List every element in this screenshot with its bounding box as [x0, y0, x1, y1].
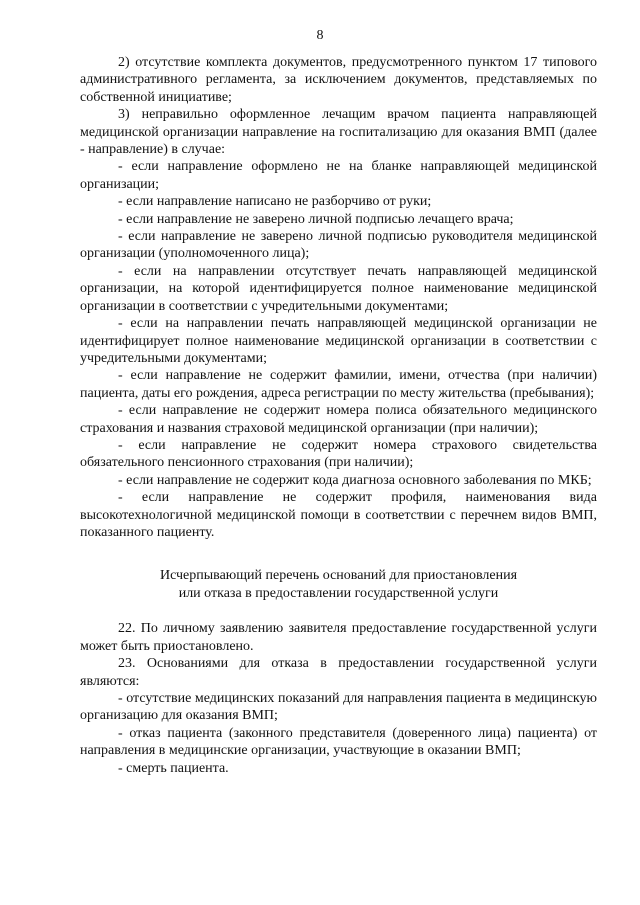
list-item: - если направление не заверено личной подписью лечащего врача; — [118, 211, 514, 227]
list-item: - если направление не содержит профиля, наименования вида высокотехнологичной медицинской помощи в соответствии с перечнем видов ВМП, показанного пациенту. — [80, 490, 597, 540]
list-item: - если направление не содержит фамилии, имени, отчества (при наличии) пациента, даты его рождения, адреса регистрации по месту жительства (пребывания); — [80, 368, 597, 401]
list-item: - отсутствие медицинских показаний для направления пациента в медицинскую организацию для оказания ВМП; — [80, 691, 597, 724]
list-item: - если на направлении печать направляющей медицинской организации не идентифицирует полное наименование медицинской организации в соответствии с учредительными документами; — [80, 316, 597, 366]
list-item: - если направление не заверено личной подписью руководителя медицинской организации (уполномоченного лица); — [80, 229, 597, 262]
page-number: 8 — [316, 28, 324, 43]
paragraph: 3) неправильно оформленное лечащим врачом пациента направляющей медицинской организации направление на госпитализацию для оказания ВМП (далее - направление) в случае: — [80, 107, 597, 158]
list-item: - если направление не содержит кода диагноза основного заболевания по МКБ; — [118, 472, 592, 488]
list-item: - отказ пациента (законного представителя (доверенного лица) пациента) от направления в медицинские организации, участвующие в оказании ВМП; — [80, 725, 597, 759]
list-item: - если направление написано не разборчиво от руки; — [118, 194, 432, 210]
paragraph: 23. Основаниями для отказа в предоставлении государственной услуги являются: — [80, 656, 597, 689]
list-item: - если направление не содержит номера страхового свидетельства обязательного пенсионного страхования (при наличии); — [80, 437, 597, 471]
document-body — [80, 54, 597, 777]
list-item: - если на направлении отсутствует печать направляющей медицинской организации, на которой идентифицируется полное наименование медицинской организации в соответствии с учредительными документами; — [80, 263, 597, 314]
list-item: - если направление оформлено не на бланке направляющей медицинской организации; — [80, 159, 597, 192]
paragraph: 2) отсутствие комплекта документов, предусмотренного пунктом 17 типового административного регламента, за исключением документов, представляемых по собственной инициативе; — [80, 55, 597, 105]
section-heading — [80, 567, 597, 603]
list-item: - если направление не содержит номера полиса обязательного медицинского страхования и названия страховой медицинской организации (при наличии); — [80, 403, 597, 436]
heading-line: или отказа в предоставлении государственной услуги — [178, 586, 499, 602]
heading-line: Исчерпывающий перечень оснований для приостановления — [159, 568, 518, 584]
list-item: - смерть пациента. — [118, 760, 229, 776]
paragraph: 22. По личному заявлению заявителя предоставление государственной услуги может быть приостановлено. — [80, 621, 597, 654]
